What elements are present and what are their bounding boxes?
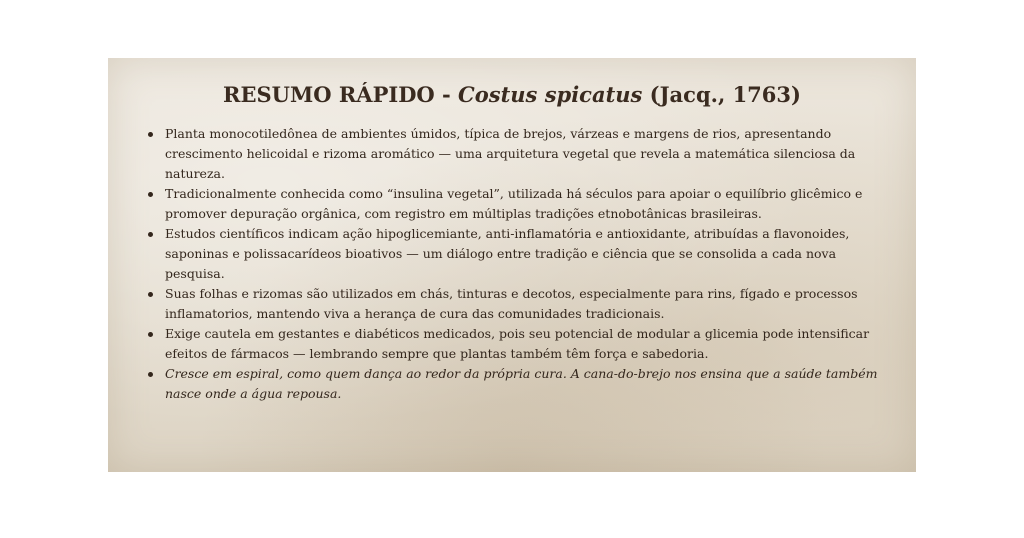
title-prefix: RESUMO RÁPIDO - xyxy=(223,82,459,107)
list-item xyxy=(165,224,880,284)
list-item-closing xyxy=(165,364,880,404)
list-item-text: Tradicionalmente conhecida como “insulina vegetal”, utilizada há séculos para apoiar o equilíbrio glicêmico e promover depuração orgânica, com registro em múltiplas tradições etnobotânicas brasileiras. xyxy=(165,186,863,221)
list-item-text: Exige cautela em gestantes e diabéticos medicados, pois seu potencial de modular a glicemia pode intensificar efeitos de fármacos — lembrando sempre que plantas também têm força e sabedoria. xyxy=(165,326,870,361)
bullet-icon xyxy=(148,132,153,137)
summary-list xyxy=(144,124,880,404)
summary-title xyxy=(144,80,880,110)
bullet-icon xyxy=(148,332,153,337)
bullet-icon xyxy=(148,372,153,377)
title-suffix: (Jacq., 1763) xyxy=(642,82,801,107)
bullet-icon xyxy=(148,292,153,297)
title-species: Costus spicatus xyxy=(458,82,643,107)
list-item-text: Cresce em espiral, como quem dança ao redor da própria cura. A cana-do-brejo nos ensina que a saúde também nasce onde a água repousa. xyxy=(165,366,878,401)
bullet-icon xyxy=(148,192,153,197)
list-item-text: Planta monocotiledônea de ambientes úmidos, típica de brejos, várzeas e margens de rios, apresentando crescimento helicoidal e rizoma aromático — uma arquitetura vegetal que revela a matemática silenciosa da natureza. xyxy=(165,126,856,181)
list-item-text: Estudos científicos indicam ação hipoglicemiante, anti-inflamatória e antioxidante, atribuídas a flavonoides, saponinas e polissacarídeos bioativos — um diálogo entre tradição e ciência que se consolida a cada nova pesquisa. xyxy=(165,226,850,281)
list-item-text: Suas folhas e rizomas são utilizados em chás, tinturas e decotos, especialmente para rins, fígado e processos inflamatorios, mantendo viva a herança de cura das comunidades tradicionais. xyxy=(165,286,858,321)
list-item xyxy=(165,324,880,364)
summary-card xyxy=(108,58,916,472)
list-item xyxy=(165,284,880,324)
bullet-icon xyxy=(148,232,153,237)
list-item xyxy=(165,124,880,184)
list-item xyxy=(165,184,880,224)
